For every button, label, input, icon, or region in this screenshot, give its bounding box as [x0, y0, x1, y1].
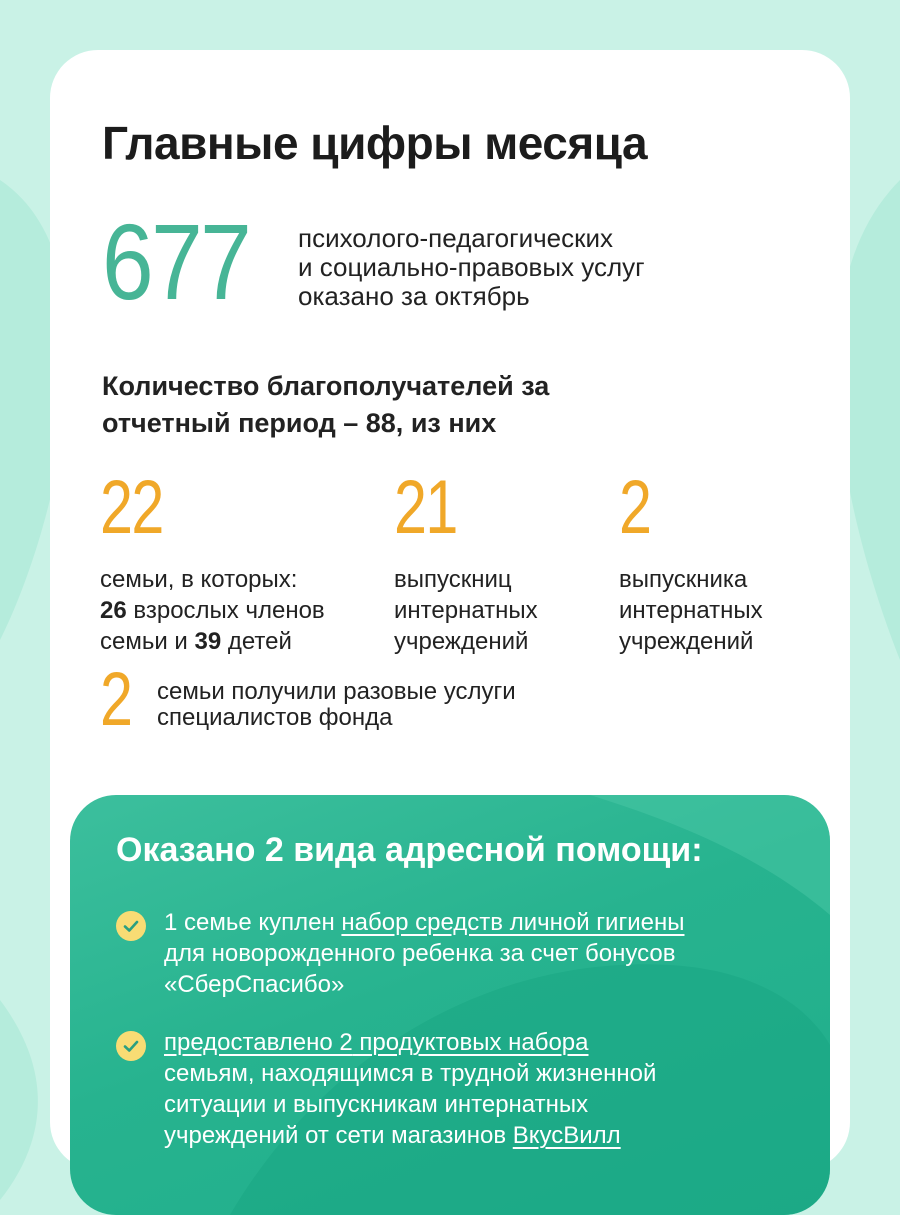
- one-time-services-description: семьи получили разовые услуги специалистов фонда: [157, 678, 516, 731]
- stat-number: 2: [619, 465, 651, 550]
- stat-male-graduates: [619, 465, 763, 657]
- help-title: Оказано 2 вида адресной помощи:: [116, 831, 703, 869]
- beneficiaries-heading: Количество благополучателей за отчетный период – 88, из них: [102, 371, 550, 438]
- services-description: психолого-педагогических и социально-правовых услуг оказано за октябрь: [298, 223, 645, 311]
- checkmark-icon: [116, 1031, 146, 1061]
- help-item: предоставлено 2 продуктовых набора семьям, находящимся в трудной жизненной ситуации и выпускникам интернатных учреждений от сети магазинов ВкусВилл: [116, 1027, 796, 1151]
- stat-female-graduates: [394, 465, 538, 657]
- food-kits-link[interactable]: продуктовых набора: [352, 1029, 589, 1056]
- targeted-help-panel: [70, 795, 830, 1215]
- stat-one-time-services: [100, 657, 140, 742]
- checkmark-icon: [116, 911, 146, 941]
- stat-description: выпускника интернатных учреждений: [619, 566, 763, 655]
- stat-description: выпускниц интернатных учреждений: [394, 566, 538, 655]
- help-item: 1 семье куплен набор средств личной гигиены для новорожденного ребенка за счет бонусов «СберСпасибо»: [116, 907, 796, 1000]
- page-title: Главные цифры месяца: [102, 117, 648, 169]
- services-count: 677: [102, 201, 250, 322]
- hygiene-kit-link[interactable]: набор средств личной гигиены: [341, 909, 685, 936]
- vkusvill-link[interactable]: ВкусВилл: [512, 1122, 621, 1149]
- stat-number: 21: [394, 465, 457, 550]
- stat-number: 22: [100, 465, 163, 550]
- stat-families: [100, 465, 325, 657]
- stat-description: семьи, в которых: 26 взрослых членов семьи и 39 детей: [100, 566, 325, 655]
- stat-number: 2: [100, 657, 132, 742]
